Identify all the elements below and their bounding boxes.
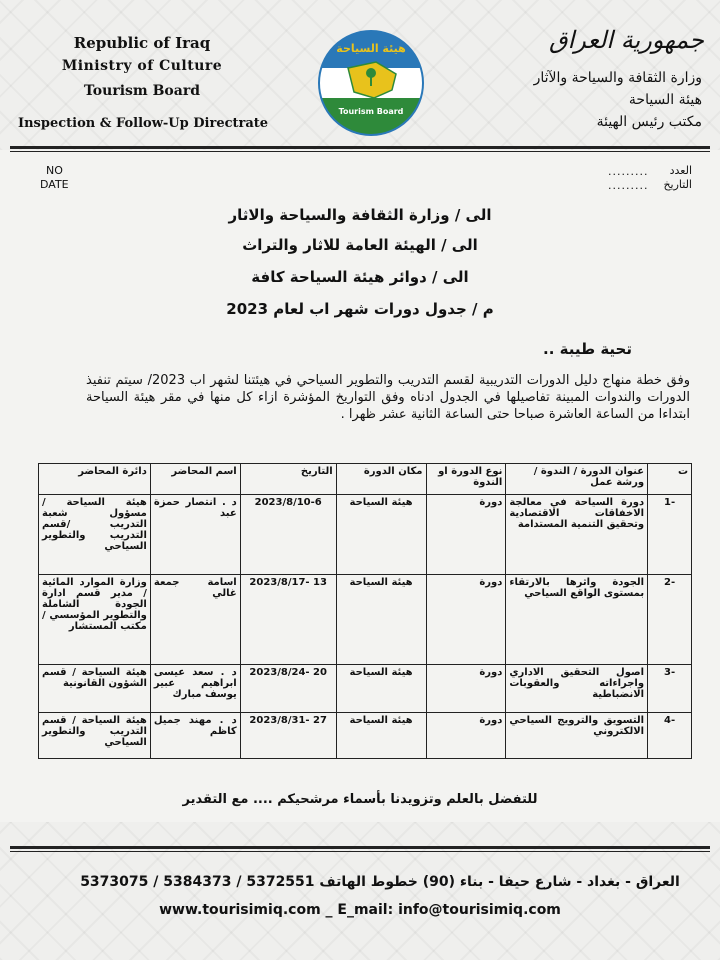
tourism-board-logo [316, 28, 426, 138]
ref-date-field: ......... [608, 179, 649, 192]
cell-location: هيئة السياحة [336, 713, 426, 759]
ref-number-label: NO [46, 164, 63, 177]
cell-title: اصول التحقيق الاداري واجراءاته والعقوبات الانضباطية [506, 665, 648, 713]
ref-number-label-ar: العدد [669, 164, 692, 177]
letter-subject: م / جدول دورات شهر اب لعام 2023 [226, 300, 494, 318]
letterhead-en-ministry: Ministry of Culture [61, 58, 223, 74]
table-header-row [39, 464, 692, 495]
col-header-lecturer-dept: دائرة المحاضر [39, 464, 151, 495]
header-rule-thin [10, 151, 710, 152]
cell-lecturer: د . انتصار حمزة عبد [150, 495, 240, 575]
cell-lecturer-dept: هيئة السياحة / قسم التدريب والتطوير السياحي [39, 713, 151, 759]
cell-title: الجودة واثرها بالارتقاء بمستوى الواقع السياحي [506, 575, 648, 665]
cell-lecturer: د . سعد عيسى ابراهيم عبير يوسف مبارك [150, 665, 240, 713]
cell-lecturer-dept: هيئة السياحة / قسم الشؤون القانونية [39, 665, 151, 713]
letterhead-en-board: Tourism Board [84, 83, 200, 99]
ref-date-label: DATE [40, 178, 69, 191]
table-row [39, 713, 692, 759]
letterhead-en-directorate: Inspection & Follow-Up Directrate [18, 116, 269, 131]
addressee-ministry: الى / وزارة الثقافة والسياحة والاثار [228, 206, 492, 224]
footer-pattern [0, 822, 720, 960]
letterhead-ar-country: جمهورية العراق [548, 26, 704, 54]
table-row [39, 495, 692, 575]
letterhead-en-country: Republic of Iraq [73, 34, 211, 52]
cell-number: -1 [648, 495, 692, 575]
col-header-lecturer: اسم المحاضر [150, 464, 240, 495]
cell-title: التسويق والترويج السياحي الالكتروني [506, 713, 648, 759]
header-rule [10, 146, 710, 149]
cell-lecturer-dept: وزارة الموارد المائية / مدير قسم ادارة الجودة الشاملة والتطوير المؤسسي / مكتب المستشار [39, 575, 151, 665]
cell-type: دورة [426, 495, 506, 575]
cell-date: 2023/8/17- 13 [240, 575, 336, 665]
cell-location: هيئة السياحة [336, 665, 426, 713]
ref-number-field: ......... [608, 165, 649, 178]
cell-lecturer: د . مهند جميل كاظم [150, 713, 240, 759]
footer-address: العراق - بغداد - شارع حيفا - بناء (90) خطوط الهاتف 5372551 / 5384373 / 5373075 [80, 874, 680, 890]
cell-type: دورة [426, 575, 506, 665]
letterhead-ar-ministry: وزارة الثقافة والسياحة والآثار [533, 70, 702, 86]
closing-line: للتفضل بالعلم وتزويدنا بأسماء مرشحيكم .... مع التقدير [182, 792, 538, 807]
cell-location: هيئة السياحة [336, 575, 426, 665]
cell-number: -3 [648, 665, 692, 713]
courses-table [38, 463, 692, 759]
cell-type: دورة [426, 665, 506, 713]
logo-english-text: Tourism Board [338, 107, 404, 116]
footer-rule-thin [10, 851, 710, 852]
col-header-date: التاريخ [240, 464, 336, 495]
col-header-number: ت [648, 464, 692, 495]
footer-website-email: www.tourisimiq.com _ E_mail: info@tourisimiq.com [159, 902, 561, 918]
cell-type: دورة [426, 713, 506, 759]
table-row [39, 575, 692, 665]
cell-number: -4 [648, 713, 692, 759]
table-row [39, 665, 692, 713]
cell-lecturer-dept: هيئة السياحة / مسؤول شعبة التدريب /قسم التدريب والتطوير السياحي [39, 495, 151, 575]
cell-date: 2023/8/24- 20 [240, 665, 336, 713]
letterhead-ar-office: مكتب رئيس الهيئة [596, 114, 702, 130]
cell-title: دورة السياحة في معالجة الاخفاقات الاقتصادية وتحقيق التنمية المستدامة [506, 495, 648, 575]
cell-date: 2023/8/10-6 [240, 495, 336, 575]
ref-date-label-ar: التاريخ [663, 178, 692, 191]
cell-number: -2 [648, 575, 692, 665]
letterhead-ar-board: هيئة السياحة [628, 92, 702, 108]
cell-lecturer: اسامة جمعة غالي [150, 575, 240, 665]
addressee-departments: الى / دوائر هيئة السياحة كافة [251, 268, 469, 286]
col-header-type: نوع الدورة او الندوة [426, 464, 506, 495]
addressee-antiquities: الى / الهيئة العامة للاثار والتراث [242, 236, 478, 254]
cell-date: 2023/8/31- 27 [240, 713, 336, 759]
footer-rule [10, 846, 710, 849]
letter-body: وفق خطة منهاج دليل الدورات التدريبية لقسم التدريب والتطوير السياحي في هيئتنا لشهر اب 2023/ سيتم تنفيذ الدورات والندوات المبينة تفاصيلها في الجدول ادناه وفق التواريخ المؤشرة ازاء كل منها في مقر هيئة السياحة ابتداءا من الساعة العاشرة صباحا حتى الساعة الثانية عشر ظهرا . [86, 373, 690, 422]
greeting: تحية طيبة .. [543, 340, 632, 358]
logo-arabic-text: هيئة السياحة [336, 42, 406, 55]
cell-location: هيئة السياحة [336, 495, 426, 575]
col-header-location: مكان الدورة [336, 464, 426, 495]
col-header-title: عنوان الدورة / الندوة / ورشة عمل [506, 464, 648, 495]
